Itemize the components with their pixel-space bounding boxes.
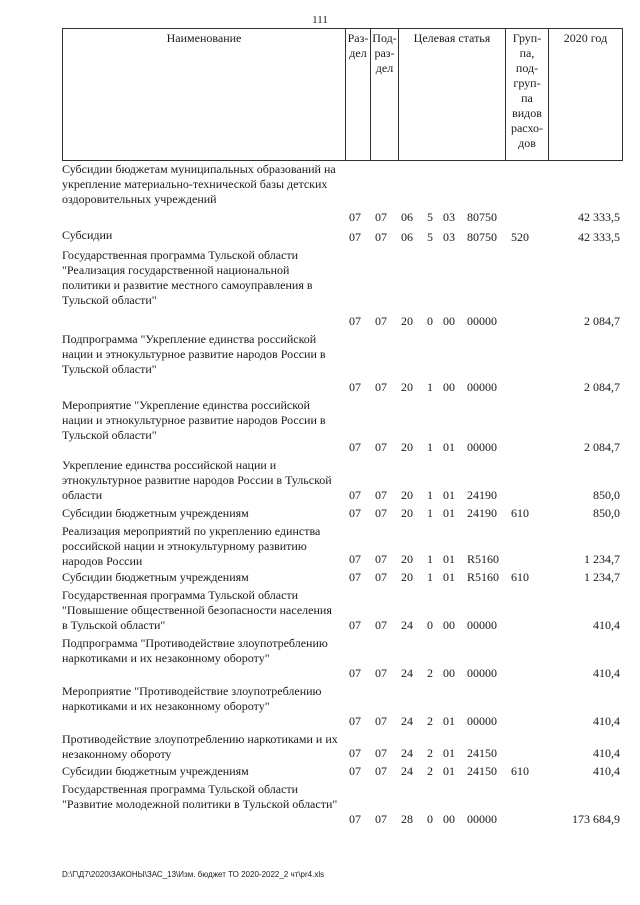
row-direction-code: 24190 xyxy=(467,506,497,520)
row-name: Противодействие злоупотреблению наркотиками и их незаконному обороту xyxy=(62,732,338,761)
row-program-code: 20 xyxy=(401,314,413,328)
row-amount: 410,4 xyxy=(593,746,620,760)
row-subprogram-code: 1 xyxy=(427,440,433,454)
table-row xyxy=(62,228,622,248)
header-podrazdel: Под- раз- дел xyxy=(371,29,399,161)
row-program-code: 20 xyxy=(401,570,413,584)
table-header xyxy=(62,28,623,161)
row-name: Мероприятие "Укрепление единства российской нации и этнокультурное развитие народов России в Тульской области" xyxy=(62,398,326,442)
row-direction-code: 00000 xyxy=(467,440,497,454)
header-name: Наименование xyxy=(63,29,346,161)
row-event-code: 01 xyxy=(443,552,455,566)
row-subprogram-code: 2 xyxy=(427,764,433,778)
table-row xyxy=(62,732,622,764)
row-razdel: 07 xyxy=(349,764,361,778)
row-subprogram-code: 1 xyxy=(427,488,433,502)
row-expense-type: 520 xyxy=(511,230,529,244)
row-razdel: 07 xyxy=(349,314,361,328)
table-row xyxy=(62,506,622,524)
row-amount: 173 684,9 xyxy=(572,812,620,826)
row-event-code: 03 xyxy=(443,230,455,244)
row-event-code: 01 xyxy=(443,570,455,584)
row-razdel: 07 xyxy=(349,714,361,728)
row-subprogram-code: 5 xyxy=(427,230,433,244)
row-amount: 2 084,7 xyxy=(584,380,620,394)
row-name: Государственная программа Тульской области "Развитие молодежной политики в Тульской области" xyxy=(62,782,338,811)
row-direction-code: R5160 xyxy=(467,552,500,566)
row-direction-code: 24150 xyxy=(467,746,497,760)
row-direction-code: 00000 xyxy=(467,714,497,728)
row-amount: 410,4 xyxy=(593,618,620,632)
row-amount: 850,0 xyxy=(593,488,620,502)
row-amount: 42 333,5 xyxy=(578,230,620,244)
row-razdel: 07 xyxy=(349,210,361,224)
table-row xyxy=(62,398,622,458)
row-name: Субсидии бюджетным учреждениям xyxy=(62,764,249,778)
row-event-code: 01 xyxy=(443,440,455,454)
row-subprogram-code: 2 xyxy=(427,746,433,760)
row-podrazdel: 07 xyxy=(375,440,387,454)
table-row xyxy=(62,782,622,830)
table-row xyxy=(62,248,622,332)
row-event-code: 01 xyxy=(443,746,455,760)
row-razdel: 07 xyxy=(349,570,361,584)
table-row xyxy=(62,570,622,588)
row-amount: 2 084,7 xyxy=(584,440,620,454)
row-subprogram-code: 1 xyxy=(427,506,433,520)
row-amount: 2 084,7 xyxy=(584,314,620,328)
header-target: Целевая статья xyxy=(399,29,506,161)
row-name: Субсидии бюджетным учреждениям xyxy=(62,570,249,584)
row-amount: 410,4 xyxy=(593,764,620,778)
header-year: 2020 год xyxy=(549,29,623,161)
row-direction-code: 80750 xyxy=(467,230,497,244)
row-program-code: 24 xyxy=(401,714,413,728)
row-razdel: 07 xyxy=(349,440,361,454)
row-podrazdel: 07 xyxy=(375,210,387,224)
row-razdel: 07 xyxy=(349,230,361,244)
row-event-code: 01 xyxy=(443,506,455,520)
row-podrazdel: 07 xyxy=(375,570,387,584)
row-podrazdel: 07 xyxy=(375,488,387,502)
row-amount: 42 333,5 xyxy=(578,210,620,224)
row-direction-code: R5160 xyxy=(467,570,500,584)
row-event-code: 03 xyxy=(443,210,455,224)
row-direction-code: 00000 xyxy=(467,666,497,680)
row-subprogram-code: 2 xyxy=(427,666,433,680)
row-subprogram-code: 0 xyxy=(427,618,433,632)
row-razdel: 07 xyxy=(349,552,361,566)
row-razdel: 07 xyxy=(349,812,361,826)
row-event-code: 00 xyxy=(443,812,455,826)
row-name: Субсидии xyxy=(62,228,113,242)
row-podrazdel: 07 xyxy=(375,714,387,728)
row-podrazdel: 07 xyxy=(375,506,387,520)
row-razdel: 07 xyxy=(349,488,361,502)
row-program-code: 24 xyxy=(401,666,413,680)
row-subprogram-code: 1 xyxy=(427,570,433,584)
row-name: Государственная программа Тульской области "Повышение общественной безопасности населения в Тульской области" xyxy=(62,588,332,632)
row-podrazdel: 07 xyxy=(375,666,387,680)
table-row xyxy=(62,458,622,506)
row-podrazdel: 07 xyxy=(375,618,387,632)
table-row xyxy=(62,162,622,228)
row-event-code: 01 xyxy=(443,488,455,502)
row-direction-code: 00000 xyxy=(467,618,497,632)
table-row xyxy=(62,524,622,570)
row-program-code: 20 xyxy=(401,552,413,566)
row-amount: 410,4 xyxy=(593,714,620,728)
row-direction-code: 24150 xyxy=(467,764,497,778)
row-name: Реализация мероприятий по укреплению единства российской нации и этнокультурному развитию народов России xyxy=(62,524,321,568)
table-row xyxy=(62,764,622,782)
row-razdel: 07 xyxy=(349,380,361,394)
row-subprogram-code: 1 xyxy=(427,380,433,394)
row-program-code: 06 xyxy=(401,230,413,244)
row-razdel: 07 xyxy=(349,666,361,680)
row-podrazdel: 07 xyxy=(375,380,387,394)
row-program-code: 20 xyxy=(401,488,413,502)
row-name: Укрепление единства российской нации и этнокультурное развитие народов России в Тульской области xyxy=(62,458,332,502)
row-subprogram-code: 0 xyxy=(427,812,433,826)
row-razdel: 07 xyxy=(349,746,361,760)
row-expense-type: 610 xyxy=(511,506,529,520)
row-amount: 1 234,7 xyxy=(584,552,620,566)
row-name: Государственная программа Тульской области "Реализация государственной национальной политики и развитие местного самоуправления в Тульской области" xyxy=(62,248,313,307)
row-name: Подпрограмма "Противодействие злоупотреблению наркотиками и их незаконному обороту" xyxy=(62,636,328,665)
table-row xyxy=(62,332,622,398)
row-direction-code: 24190 xyxy=(467,488,497,502)
row-expense-type: 610 xyxy=(511,764,529,778)
row-program-code: 20 xyxy=(401,506,413,520)
row-program-code: 24 xyxy=(401,764,413,778)
row-podrazdel: 07 xyxy=(375,230,387,244)
row-event-code: 00 xyxy=(443,314,455,328)
table-row xyxy=(62,636,622,684)
table-row xyxy=(62,588,622,636)
row-podrazdel: 07 xyxy=(375,746,387,760)
row-program-code: 20 xyxy=(401,380,413,394)
row-subprogram-code: 5 xyxy=(427,210,433,224)
file-path-footer: D:\Г\Д7\2020\ЗАКОНЫ\ЗАС_13\Изм. бюджет ТО 2020-2022_2 чт\pr4.xls xyxy=(62,870,325,879)
row-direction-code: 00000 xyxy=(467,314,497,328)
row-event-code: 00 xyxy=(443,618,455,632)
row-event-code: 01 xyxy=(443,764,455,778)
row-event-code: 00 xyxy=(443,380,455,394)
row-program-code: 28 xyxy=(401,812,413,826)
row-subprogram-code: 0 xyxy=(427,314,433,328)
row-amount: 410,4 xyxy=(593,666,620,680)
row-subprogram-code: 1 xyxy=(427,552,433,566)
row-event-code: 01 xyxy=(443,714,455,728)
row-event-code: 00 xyxy=(443,666,455,680)
row-subprogram-code: 2 xyxy=(427,714,433,728)
row-amount: 850,0 xyxy=(593,506,620,520)
row-direction-code: 00000 xyxy=(467,380,497,394)
row-program-code: 24 xyxy=(401,746,413,760)
table-body xyxy=(62,162,622,830)
row-program-code: 24 xyxy=(401,618,413,632)
row-podrazdel: 07 xyxy=(375,764,387,778)
row-razdel: 07 xyxy=(349,618,361,632)
row-program-code: 20 xyxy=(401,440,413,454)
row-amount: 1 234,7 xyxy=(584,570,620,584)
row-program-code: 06 xyxy=(401,210,413,224)
row-direction-code: 00000 xyxy=(467,812,497,826)
row-expense-type: 610 xyxy=(511,570,529,584)
row-podrazdel: 07 xyxy=(375,552,387,566)
row-name: Субсидии бюджетам муниципальных образований на укрепление материально-технической базы детских оздоровительных учреждений xyxy=(62,162,336,206)
row-podrazdel: 07 xyxy=(375,812,387,826)
header-vid: Груп- па, под- груп- па видов расхо- дов xyxy=(506,29,549,161)
row-razdel: 07 xyxy=(349,506,361,520)
page-number: 111 xyxy=(312,14,328,26)
row-podrazdel: 07 xyxy=(375,314,387,328)
row-direction-code: 80750 xyxy=(467,210,497,224)
header-razdel: Раз- дел xyxy=(346,29,371,161)
row-name: Подпрограмма "Укрепление единства российской нации и этнокультурное развитие народов России в Тульской области" xyxy=(62,332,326,376)
row-name: Мероприятие "Противодействие злоупотреблению наркотиками и их незаконному обороту" xyxy=(62,684,322,713)
row-name: Субсидии бюджетным учреждениям xyxy=(62,506,249,520)
table-row xyxy=(62,684,622,732)
